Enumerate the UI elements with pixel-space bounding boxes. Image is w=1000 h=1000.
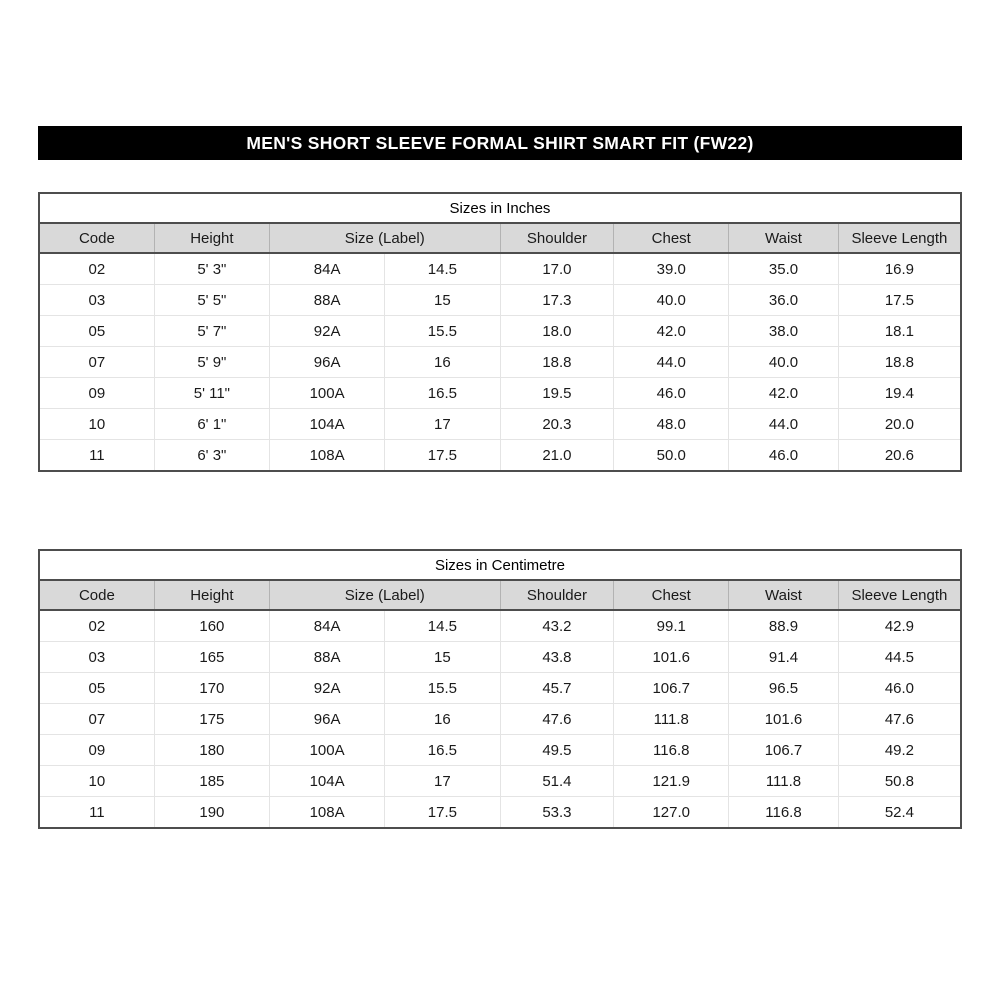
column-header: Waist: [729, 580, 839, 610]
sizes-in-inches-table: [38, 192, 962, 472]
column-header: Chest: [614, 223, 729, 253]
table-cell: 10: [39, 766, 154, 797]
table-cell: 18.1: [838, 316, 961, 347]
table-cell: 165: [154, 642, 269, 673]
table-cell: 46.0: [614, 378, 729, 409]
column-header: Height: [154, 223, 269, 253]
table-cell: 100A: [270, 378, 385, 409]
table-cell: 46.0: [838, 673, 961, 704]
table-cell: 16.5: [385, 735, 500, 766]
table-cell: 49.2: [838, 735, 961, 766]
table-cell: 100A: [270, 735, 385, 766]
table-cell: 18.8: [838, 347, 961, 378]
table-row: [39, 347, 961, 378]
table-cell: 44.5: [838, 642, 961, 673]
table-cell: 19.4: [838, 378, 961, 409]
table-cell: 44.0: [614, 347, 729, 378]
table-cell: 190: [154, 797, 269, 829]
table-cell: 6' 3": [154, 440, 269, 472]
table-cell: 5' 7": [154, 316, 269, 347]
table-cell: 84A: [270, 253, 385, 285]
table-cell: 10: [39, 409, 154, 440]
table-cell: 15: [385, 642, 500, 673]
table-cell: 111.8: [729, 766, 839, 797]
table-cell: 53.3: [500, 797, 614, 829]
table-cell: 02: [39, 253, 154, 285]
table-cell: 185: [154, 766, 269, 797]
table-cell: 116.8: [729, 797, 839, 829]
table-row: [39, 285, 961, 316]
table-row: [39, 797, 961, 829]
table-cell: 88A: [270, 642, 385, 673]
table-cell: 17.5: [385, 440, 500, 472]
table-cell: 16: [385, 704, 500, 735]
table-cell: 18.0: [500, 316, 614, 347]
column-header: Shoulder: [500, 580, 614, 610]
table-cell: 35.0: [729, 253, 839, 285]
table-row: [39, 735, 961, 766]
table-cell: 46.0: [729, 440, 839, 472]
table-cell: 6' 1": [154, 409, 269, 440]
table-cell: 09: [39, 378, 154, 409]
column-header: Size (Label): [270, 580, 501, 610]
table-cell: 5' 11": [154, 378, 269, 409]
table-cell: 17.5: [838, 285, 961, 316]
table-cell: 39.0: [614, 253, 729, 285]
table-cell: 17: [385, 409, 500, 440]
table-cell: 101.6: [614, 642, 729, 673]
table-header-row: [39, 580, 961, 610]
table-cell: 52.4: [838, 797, 961, 829]
table-cell: 17.3: [500, 285, 614, 316]
table-cell: 17.5: [385, 797, 500, 829]
table-cell: 106.7: [614, 673, 729, 704]
table-cell: 16.5: [385, 378, 500, 409]
table-cell: 18.8: [500, 347, 614, 378]
table-cell: 96.5: [729, 673, 839, 704]
table-cell: 48.0: [614, 409, 729, 440]
table-cell: 92A: [270, 673, 385, 704]
table-cell: 07: [39, 704, 154, 735]
table-cell: 14.5: [385, 610, 500, 642]
table-cell: 43.8: [500, 642, 614, 673]
table-cell: 38.0: [729, 316, 839, 347]
table-row: [39, 316, 961, 347]
table-cell: 50.0: [614, 440, 729, 472]
table-cell: 175: [154, 704, 269, 735]
table-cell: 121.9: [614, 766, 729, 797]
table-cell: 02: [39, 610, 154, 642]
table-cell: 21.0: [500, 440, 614, 472]
table-cell: 116.8: [614, 735, 729, 766]
table-cell: 5' 9": [154, 347, 269, 378]
table-cell: 106.7: [729, 735, 839, 766]
table-title: Sizes in Centimetre: [39, 550, 961, 580]
table-cell: 88.9: [729, 610, 839, 642]
table-cell: 160: [154, 610, 269, 642]
table-cell: 17: [385, 766, 500, 797]
table-cell: 180: [154, 735, 269, 766]
table-cell: 42.0: [614, 316, 729, 347]
table-cell: 40.0: [729, 347, 839, 378]
table-cell: 104A: [270, 409, 385, 440]
table-row: [39, 610, 961, 642]
table-cell: 07: [39, 347, 154, 378]
table-cell: 05: [39, 673, 154, 704]
table-cell: 42.0: [729, 378, 839, 409]
table-header-row: [39, 223, 961, 253]
table-cell: 16: [385, 347, 500, 378]
table-cell: 104A: [270, 766, 385, 797]
column-header: Code: [39, 223, 154, 253]
column-header: Height: [154, 580, 269, 610]
table-cell: 40.0: [614, 285, 729, 316]
table-cell: 03: [39, 642, 154, 673]
table-cell: 19.5: [500, 378, 614, 409]
table-row: [39, 409, 961, 440]
table-title-row: [39, 193, 961, 223]
table-cell: 05: [39, 316, 154, 347]
table-body: [39, 253, 961, 471]
table-cell: 20.6: [838, 440, 961, 472]
table-cell: 36.0: [729, 285, 839, 316]
table-cell: 15.5: [385, 673, 500, 704]
table-cell: 96A: [270, 347, 385, 378]
table-cell: 88A: [270, 285, 385, 316]
table-row: [39, 253, 961, 285]
column-header: Sleeve Length: [838, 223, 961, 253]
table-cell: 17.0: [500, 253, 614, 285]
table-title: Sizes in Inches: [39, 193, 961, 223]
column-header: Size (Label): [270, 223, 501, 253]
table-row: [39, 440, 961, 472]
column-header: Code: [39, 580, 154, 610]
table-cell: 108A: [270, 797, 385, 829]
column-header: Waist: [729, 223, 839, 253]
table-cell: 170: [154, 673, 269, 704]
table-cell: 11: [39, 797, 154, 829]
table-cell: 91.4: [729, 642, 839, 673]
table-cell: 51.4: [500, 766, 614, 797]
table-cell: 44.0: [729, 409, 839, 440]
table-cell: 84A: [270, 610, 385, 642]
sizes-in-centimetre-table: [38, 549, 962, 829]
table-cell: 101.6: [729, 704, 839, 735]
table-cell: 92A: [270, 316, 385, 347]
table-cell: 96A: [270, 704, 385, 735]
column-header: Sleeve Length: [838, 580, 961, 610]
table-cell: 09: [39, 735, 154, 766]
table-cell: 111.8: [614, 704, 729, 735]
table-cell: 108A: [270, 440, 385, 472]
table-body: [39, 610, 961, 828]
table-cell: 127.0: [614, 797, 729, 829]
product-title-banner: MEN'S SHORT SLEEVE FORMAL SHIRT SMART FIT (FW22): [38, 126, 962, 160]
table-cell: 43.2: [500, 610, 614, 642]
table-cell: 11: [39, 440, 154, 472]
table-row: [39, 378, 961, 409]
table-cell: 5' 5": [154, 285, 269, 316]
table-cell: 14.5: [385, 253, 500, 285]
table-cell: 50.8: [838, 766, 961, 797]
table-cell: 45.7: [500, 673, 614, 704]
table-cell: 16.9: [838, 253, 961, 285]
table-title-row: [39, 550, 961, 580]
table-cell: 20.3: [500, 409, 614, 440]
table-row: [39, 704, 961, 735]
table-cell: 03: [39, 285, 154, 316]
table-cell: 5' 3": [154, 253, 269, 285]
table-cell: 15: [385, 285, 500, 316]
column-header: Chest: [614, 580, 729, 610]
table-cell: 15.5: [385, 316, 500, 347]
table-cell: 99.1: [614, 610, 729, 642]
table-row: [39, 673, 961, 704]
column-header: Shoulder: [500, 223, 614, 253]
table-cell: 49.5: [500, 735, 614, 766]
table-row: [39, 642, 961, 673]
table-cell: 20.0: [838, 409, 961, 440]
table-cell: 47.6: [838, 704, 961, 735]
table-row: [39, 766, 961, 797]
table-cell: 42.9: [838, 610, 961, 642]
table-cell: 47.6: [500, 704, 614, 735]
